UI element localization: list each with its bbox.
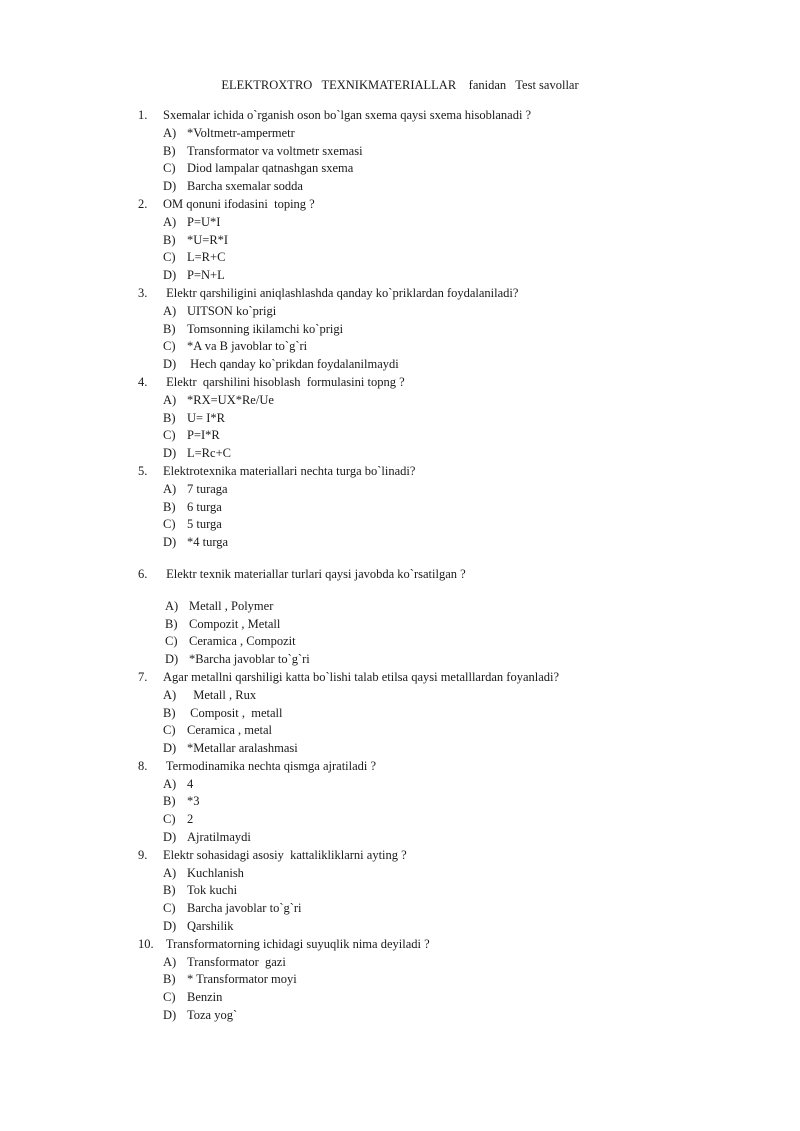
- option-b: [0, 232, 800, 250]
- question-item: [0, 758, 800, 847]
- question-number: 6.: [138, 566, 148, 581]
- option-letter: A): [163, 776, 177, 791]
- option-b: [0, 882, 800, 900]
- option-text: L=R+C: [187, 250, 226, 265]
- option-letter: D): [163, 535, 177, 550]
- option-c: [0, 811, 800, 829]
- option-text: 5 turga: [187, 517, 222, 532]
- option-c: [0, 722, 800, 740]
- option-c: [0, 516, 800, 534]
- option-letter: B): [163, 499, 176, 514]
- question-item: [0, 936, 800, 1025]
- option-letter: A): [163, 125, 177, 140]
- option-text: *3: [187, 794, 200, 809]
- option-text: Qarshilik: [187, 919, 234, 934]
- option-text: Ceramica , Compozit: [189, 634, 296, 649]
- option-a: [0, 303, 800, 321]
- option-text: UITSON ko`prigi: [187, 303, 277, 318]
- option-b: [0, 499, 800, 517]
- option-text: Barcha javoblar to`g`ri: [187, 901, 302, 916]
- option-text: *Barcha javoblar to`g`ri: [189, 652, 310, 667]
- option-letter: A): [163, 481, 177, 496]
- question-number: 5.: [138, 463, 148, 478]
- option-text: Transformator gazi: [187, 954, 286, 969]
- option-text: * Transformator moyi: [187, 972, 297, 987]
- question-item: [0, 669, 800, 758]
- option-c: [0, 900, 800, 918]
- option-text: Benzin: [187, 990, 223, 1005]
- option-b: [0, 971, 800, 989]
- option-d: [0, 534, 800, 552]
- option-letter: D): [163, 268, 177, 283]
- option-a: [0, 687, 800, 705]
- option-text: *4 turga: [187, 535, 229, 550]
- option-d: [0, 1007, 800, 1025]
- question-number: 7.: [138, 669, 148, 684]
- question-list: [0, 107, 800, 1025]
- option-d: [0, 829, 800, 847]
- option-text: 2: [187, 812, 194, 827]
- question-line: [0, 847, 800, 865]
- option-letter: D): [163, 741, 177, 756]
- question-text: Agar metallni qarshiligi katta bo`lishi talab etilsa qaysi metalllardan foyanladi?: [163, 669, 560, 684]
- option-letter: A): [163, 392, 177, 407]
- question-number: 1.: [138, 108, 148, 122]
- option-text: L=Rc+C: [187, 446, 231, 461]
- option-b: [0, 143, 800, 161]
- question-line: [0, 374, 800, 392]
- option-letter: B): [163, 794, 176, 809]
- option-text: 7 turaga: [187, 481, 228, 496]
- question-line: [0, 196, 800, 214]
- option-letter: C): [165, 634, 178, 649]
- question-line: [0, 107, 800, 125]
- option-letter: D): [163, 830, 177, 845]
- option-letter: D): [163, 357, 177, 372]
- option-text: Diod lampalar qatnashgan sxema: [187, 161, 354, 176]
- option-letter: A): [165, 598, 179, 613]
- option-letter: B): [163, 321, 176, 336]
- option-letter: D): [165, 652, 179, 667]
- option-text: Metall , Polymer: [189, 598, 274, 613]
- page-title: ELEKTROXTRO TEXNIKMATERIALLAR fanidan Test savollar: [221, 78, 579, 92]
- option-d: [0, 651, 800, 669]
- option-text: P=N+L: [187, 268, 225, 283]
- question-line: [0, 285, 800, 303]
- question-line: [0, 566, 800, 584]
- option-letter: B): [163, 705, 176, 720]
- option-text: Tomsonning ikilamchi ko`prigi: [187, 321, 344, 336]
- option-letter: B): [163, 410, 176, 425]
- option-letter: B): [165, 616, 178, 631]
- option-d: [0, 740, 800, 758]
- option-b: [0, 410, 800, 428]
- question-item: [0, 566, 800, 669]
- option-text: *U=R*I: [187, 232, 229, 247]
- option-letter: C): [163, 723, 176, 738]
- question-number: 4.: [138, 374, 148, 389]
- option-c: [0, 633, 800, 651]
- question-text: Termodinamika nechta qismga ajratiladi ?: [163, 758, 377, 773]
- question-number: 10.: [138, 936, 154, 951]
- question-number: 2.: [138, 196, 148, 211]
- option-text: Toza yog`: [187, 1008, 238, 1023]
- option-letter: B): [163, 143, 176, 158]
- option-a: [0, 392, 800, 410]
- question-text: Elektr sohasidagi asosiy kattalikliklarni ayting ?: [163, 847, 407, 862]
- question-number: 9.: [138, 847, 148, 862]
- option-letter: B): [163, 883, 176, 898]
- option-letter: D): [163, 446, 177, 461]
- option-letter: D): [163, 919, 177, 934]
- question-text: Elektr qarshiligini aniqlashlashda qanday ko`priklardan foydalaniladi?: [163, 285, 519, 300]
- option-text: Kuchlanish: [187, 865, 244, 880]
- option-text: *A va B javoblar to`g`ri: [187, 339, 308, 354]
- option-d: [0, 178, 800, 196]
- option-text: *Voltmetr-ampermetr: [187, 125, 295, 140]
- option-text: Hech qanday ko`prikdan foydalanilmaydi: [187, 357, 399, 372]
- option-letter: A): [163, 954, 177, 969]
- option-text: P=I*R: [187, 428, 220, 443]
- question-text: Elektrotexnika materiallari nechta turga bo`linadi?: [163, 463, 416, 478]
- option-text: *Metallar aralashmasi: [187, 741, 298, 756]
- option-c: [0, 989, 800, 1007]
- option-text: 4: [187, 776, 194, 791]
- option-text: Barcha sxemalar sodda: [187, 179, 303, 194]
- option-b: [0, 321, 800, 339]
- option-letter: C): [163, 901, 176, 916]
- question-text: Elektr qarshilini hisoblash formulasini topng ?: [163, 374, 405, 389]
- question-item: [0, 285, 800, 374]
- option-letter: D): [163, 1008, 177, 1023]
- question-text: OM qonuni ifodasini toping ?: [163, 196, 315, 211]
- question-item: [0, 463, 800, 552]
- option-c: [0, 249, 800, 267]
- option-text: 6 turga: [187, 499, 222, 514]
- option-a: [0, 776, 800, 794]
- option-d: [0, 445, 800, 463]
- option-text: Metall , Rux: [187, 687, 257, 702]
- option-text: P=U*I: [187, 214, 221, 229]
- option-c: [0, 338, 800, 356]
- option-d: [0, 356, 800, 374]
- question-line: [0, 758, 800, 776]
- option-b: [0, 705, 800, 723]
- option-a: [0, 125, 800, 143]
- option-letter: C): [163, 517, 176, 532]
- option-text: *RX=UX*Re/Ue: [187, 392, 274, 407]
- question-text: Sxemalar ichida o`rganish oson bo`lgan sxema qaysi sxema hisoblanadi ?: [163, 108, 532, 122]
- question-line: [0, 936, 800, 954]
- option-letter: D): [163, 179, 177, 194]
- question-text: Elektr texnik materiallar turlari qaysi javobda ko`rsatilgan ?: [163, 566, 466, 581]
- option-text: U= I*R: [187, 410, 225, 425]
- option-d: [0, 267, 800, 285]
- option-letter: A): [163, 687, 177, 702]
- option-b: [0, 793, 800, 811]
- question-item: [0, 107, 800, 196]
- option-a: [0, 214, 800, 232]
- option-letter: C): [163, 990, 176, 1005]
- question-line: [0, 463, 800, 481]
- option-letter: C): [163, 161, 176, 176]
- option-text: Composit , metall: [187, 705, 283, 720]
- question-item: [0, 196, 800, 285]
- option-c: [0, 427, 800, 445]
- question-number: 8.: [138, 758, 148, 773]
- option-letter: C): [163, 812, 176, 827]
- option-text: Compozit , Metall: [189, 616, 281, 631]
- option-a: [0, 598, 800, 616]
- option-letter: B): [163, 232, 176, 247]
- option-text: Tok kuchi: [187, 883, 238, 898]
- option-d: [0, 918, 800, 936]
- option-text: Ceramica , metal: [187, 723, 273, 738]
- option-letter: C): [163, 339, 176, 354]
- option-letter: C): [163, 428, 176, 443]
- option-letter: A): [163, 865, 177, 880]
- option-letter: C): [163, 250, 176, 265]
- question-text: Transformatorning ichidagi suyuqlik nima deyiladi ?: [163, 936, 430, 951]
- option-text: Ajratilmaydi: [187, 830, 251, 845]
- question-item: [0, 847, 800, 936]
- option-a: [0, 954, 800, 972]
- option-c: [0, 160, 800, 178]
- option-a: [0, 865, 800, 883]
- option-letter: B): [163, 972, 176, 987]
- option-b: [0, 616, 800, 634]
- question-line: [0, 669, 800, 687]
- option-letter: A): [163, 303, 177, 318]
- question-number: 3.: [138, 285, 148, 300]
- option-text: Transformator va voltmetr sxemasi: [187, 143, 363, 158]
- option-a: [0, 481, 800, 499]
- option-letter: A): [163, 214, 177, 229]
- question-item: [0, 374, 800, 463]
